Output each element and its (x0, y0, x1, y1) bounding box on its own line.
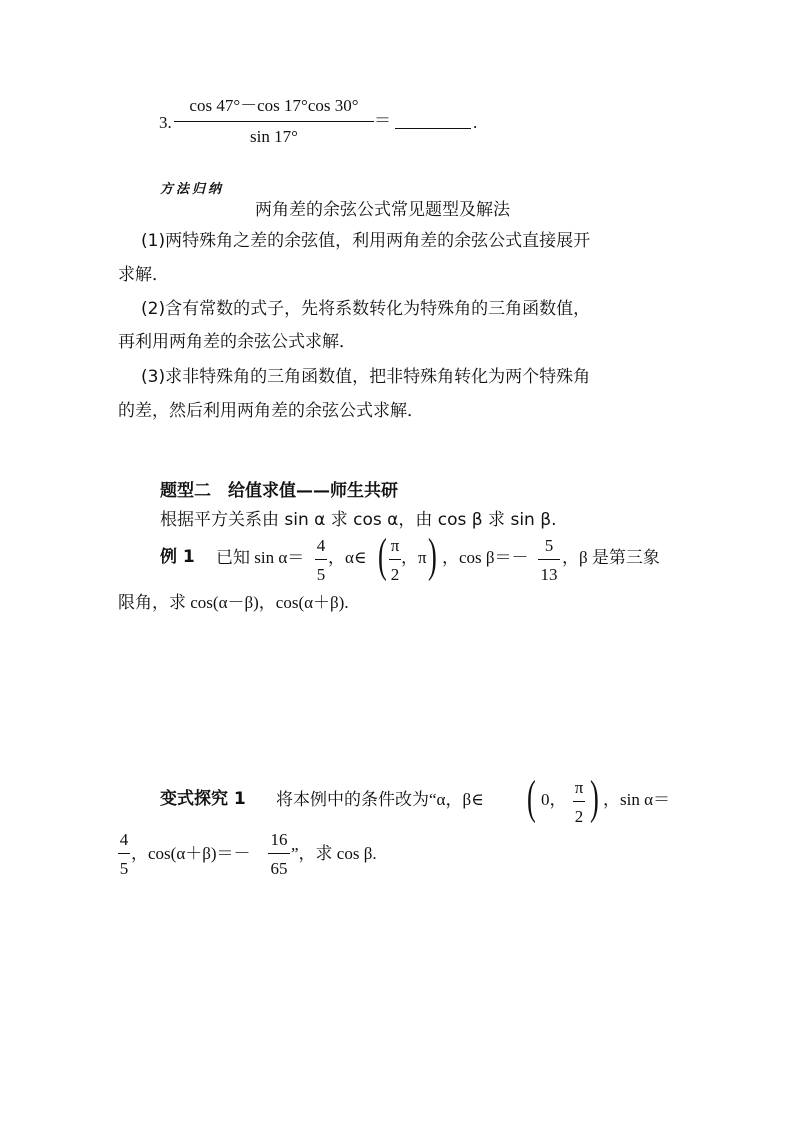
variant-text: ，sin α＝ (603, 790, 670, 809)
right-paren: ) (590, 771, 599, 824)
example-text: ，α∈ (328, 548, 367, 567)
fraction-bar (268, 853, 290, 854)
fraction-numerator: π (390, 536, 400, 555)
fraction-numerator: 4 (119, 830, 129, 849)
type-2-heading: 题型二 给值求值——师生共研 (160, 481, 398, 501)
equals-sign: ＝ (374, 111, 391, 130)
left-paren: ( (527, 771, 536, 824)
fraction-bar (573, 801, 585, 802)
question-number: 3. (159, 113, 172, 132)
fraction-numerator: 5 (544, 536, 554, 555)
summary-item-1: (1)两特殊角之差的余弦值，利用两角差的余弦公式直接展开 (141, 231, 591, 251)
example-text: ，cos β＝－ (442, 548, 529, 567)
right-paren: ) (428, 529, 437, 582)
variant-text: 0， (541, 790, 567, 809)
fraction-denominator: 5 (119, 859, 129, 878)
fraction-denominator: 2 (574, 807, 584, 826)
fraction-denominator: sin 17° (250, 127, 298, 146)
fraction-bar (538, 559, 560, 560)
variant-text: ”，求 cos β. (291, 844, 377, 863)
fraction-denominator: 5 (316, 565, 326, 584)
summary-title: 两角差的余弦公式常见题型及解法 (255, 200, 510, 220)
example-text: 已知 sin α＝ (216, 548, 305, 567)
summary-item-3: (3)求非特殊角的三角函数值，把非特殊角转化为两个特殊角 (141, 367, 591, 387)
type-2-hint: 根据平方关系由 sin α 求 cos α，由 cos β 求 sin β. (160, 510, 557, 530)
summary-item-3-cont: 的差，然后利用两角差的余弦公式求解． (118, 401, 424, 421)
example-text: ，β 是第三象 (562, 548, 660, 567)
summary-item-1-cont: 求解． (118, 265, 169, 285)
fraction-denominator: 2 (390, 565, 400, 584)
fraction-numerator: cos 47°－cos 17°cos 30° (189, 96, 359, 115)
fraction-bar (174, 121, 374, 122)
method-tag: 方法归纳 (160, 182, 225, 197)
fraction-numerator: 4 (316, 536, 326, 555)
fraction-denominator: 65 (270, 859, 288, 878)
example-text-cont: 限角，求 cos(α－β)，cos(α＋β). (118, 593, 349, 612)
fraction-numerator: π (574, 778, 584, 797)
fraction-denominator: 13 (540, 565, 558, 584)
sentence-end: . (473, 113, 478, 132)
example-text: ，π (401, 548, 427, 567)
summary-item-2-cont: 再利用两角差的余弦公式求解． (118, 332, 356, 352)
left-paren: ( (378, 529, 387, 582)
variant-text: 将本例中的条件改为“α，β∈ (276, 790, 484, 809)
summary-item-2: (2)含有常数的式子，先将系数转化为特殊角的三角函数值， (141, 299, 591, 319)
example-label: 例 1 (160, 547, 195, 567)
fraction-bar (315, 559, 327, 560)
fraction-bar (389, 559, 401, 560)
fraction-bar (118, 853, 130, 854)
variant-text: ，cos(α＋β)＝－ (131, 844, 251, 863)
answer-blank[interactable] (395, 128, 471, 129)
fraction-numerator: 16 (270, 830, 288, 849)
variant-label: 变式探究 1 (160, 789, 246, 809)
